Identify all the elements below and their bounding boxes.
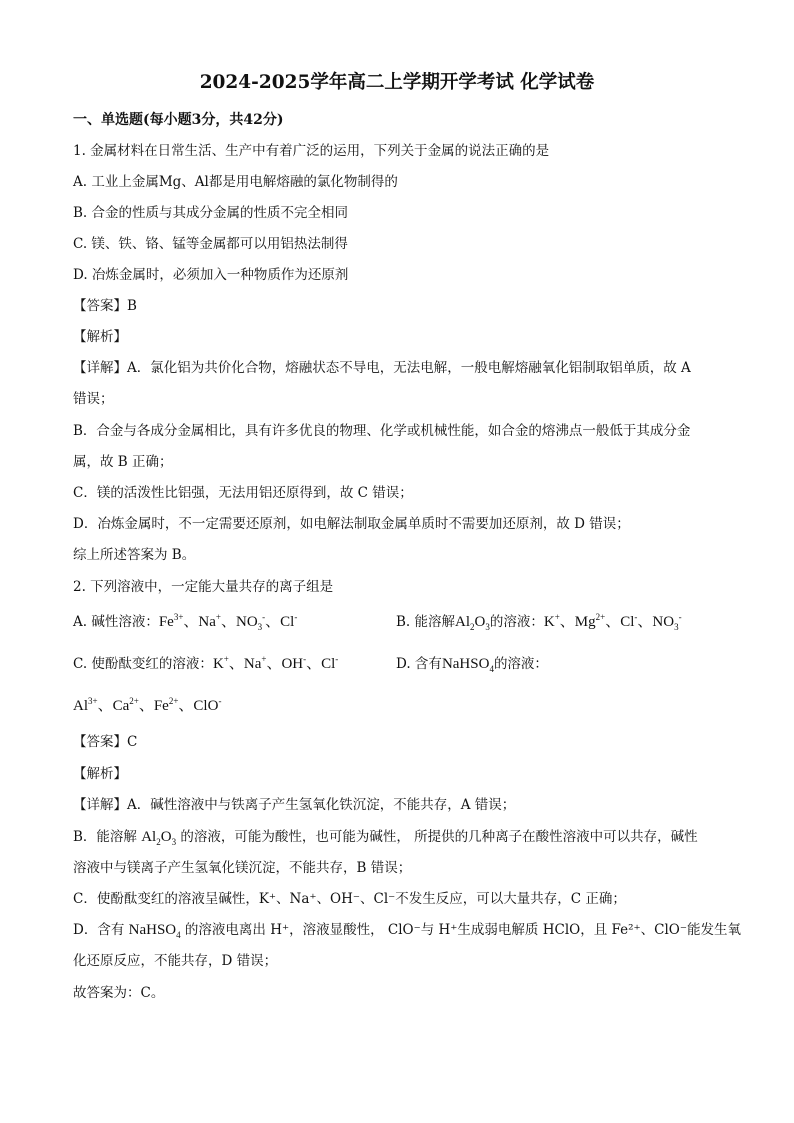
q2-option-a	[73, 612, 297, 632]
q2-analysis-label: 【解析】	[73, 766, 127, 782]
q2-option-b-mid: 的溶液：	[489, 614, 544, 630]
q2-option-a-label: A. 碱性溶液：	[73, 614, 159, 630]
q2-detail-b: B．能溶解 $Al_2O_3$ 的溶液，可能为酸性，也可能为碱性， 所提供的几种离子在酸性溶液中可以共存，碱性	[73, 829, 698, 847]
q2-detail-b-cont: 溶液中与镁离子产生氢氧化镁沉淀，不能共存，B 错误；	[73, 860, 412, 876]
q2-option-d-label: D. 含有	[396, 656, 442, 672]
q2-detail-c: C．使酚酞变红的溶液呈碱性，K⁺、Na⁺、OH⁻、Cl⁻不发生反应，可以大量共存，C 正确；	[73, 891, 626, 907]
q2-detail-d-compound: NaHSO$_4$	[128, 922, 181, 940]
q2-option-c	[73, 654, 338, 674]
q2-option-b-compound: $Al_2O_3$	[455, 614, 490, 632]
q1-detail-a-cont: 错误；	[73, 391, 114, 407]
q2-option-c-label: C. 使酚酞变红的溶液：	[73, 656, 213, 672]
q2-option-d-ions: $Al^{3+}$、$Ca^{2+}$、$Fe^{2+}$、ClO-	[73, 696, 222, 714]
q1-option-a: A. 工业上金属Mg、Al都是用电解熔融的氯化物制得的	[73, 174, 398, 190]
q1-detail-b: B．合金与各成分金属相比，具有许多优良的物理、化学或机械性能，如合金的熔沸点一般低于其成分金	[73, 423, 691, 439]
q1-option-b: B. 合金的性质与其成分金属的性质不完全相同	[73, 205, 349, 221]
section-heading: 一、单选题(每小题3分，共42分)	[73, 112, 284, 128]
q1-detail-a: 【详解】A．氯化铝为共价化合物，熔融状态不导电，无法电解，一般电解熔融氧化铝制取铝单质，故 A	[73, 360, 691, 376]
q1-stem: 1. 金属材料在日常生活、生产中有着广泛的运用，下列关于金属的说法正确的是	[73, 143, 550, 159]
q1-option-c: C. 镁、铁、铬、锰等金属都可以用铝热法制得	[73, 236, 348, 252]
q2-detail-a: 【详解】A．碱性溶液中与铁离子产生氢氧化铁沉淀，不能共存，A 错误；	[73, 797, 516, 813]
q1-answer: 【答案】B	[73, 298, 137, 314]
page-title: 2024-2025学年高二上学期开学考试 化学试卷	[199, 72, 595, 93]
q2-option-c-ions: K+、Na+、OH-、Cl-	[212, 654, 339, 672]
q1-option-d: D. 冶炼金属时，必须加入一种物质作为还原剂	[73, 267, 349, 283]
q2-option-b-ions: K+、$Mg^{2+}$、Cl-、$NO_3^-$	[543, 612, 682, 632]
q2-detail-b-compound: $Al_2O_3$	[141, 829, 177, 847]
q1-analysis-label: 【解析】	[73, 329, 127, 345]
q2-answer: 【答案】C	[73, 734, 138, 750]
q1-detail-d: D．冶炼金属时，不一定需要还原剂，如电解法制取金属单质时不需要加还原剂，故 D 错误；	[73, 516, 630, 532]
q1-detail-c: C．镁的活泼性比铝强，无法用铝还原得到，故 C 错误；	[73, 485, 413, 501]
q2-option-d	[396, 654, 548, 674]
q2-detail-d-cont: 化还原反应，不能共存，D 错误；	[73, 953, 278, 969]
q2-option-a-ions: $Fe^{3+}$、Na+、$NO_3^-$、Cl-	[158, 612, 298, 632]
q1-summary: 综上所述答案为 B。	[73, 547, 196, 563]
q2-summary: 故答案为：C。	[73, 985, 165, 1001]
q1-detail-b-cont: 属，故 B 正确；	[73, 454, 173, 470]
q2-stem: 2. 下列溶液中，一定能大量共存的离子组是	[73, 579, 334, 595]
q2-option-d-compound: NaHSO$_4$	[441, 656, 494, 674]
q2-option-b	[396, 612, 682, 632]
q2-option-b-label: B. 能溶解	[396, 614, 456, 630]
q2-detail-d: D．含有 NaHSO$_4$ 的溶液电离出 H⁺，溶液显酸性， ClO⁻与 H⁺生成弱电解质 HClO，且 Fe²⁺、ClO⁻能发生氧	[73, 922, 741, 940]
q2-option-d-mid: 的溶液：	[493, 656, 548, 672]
